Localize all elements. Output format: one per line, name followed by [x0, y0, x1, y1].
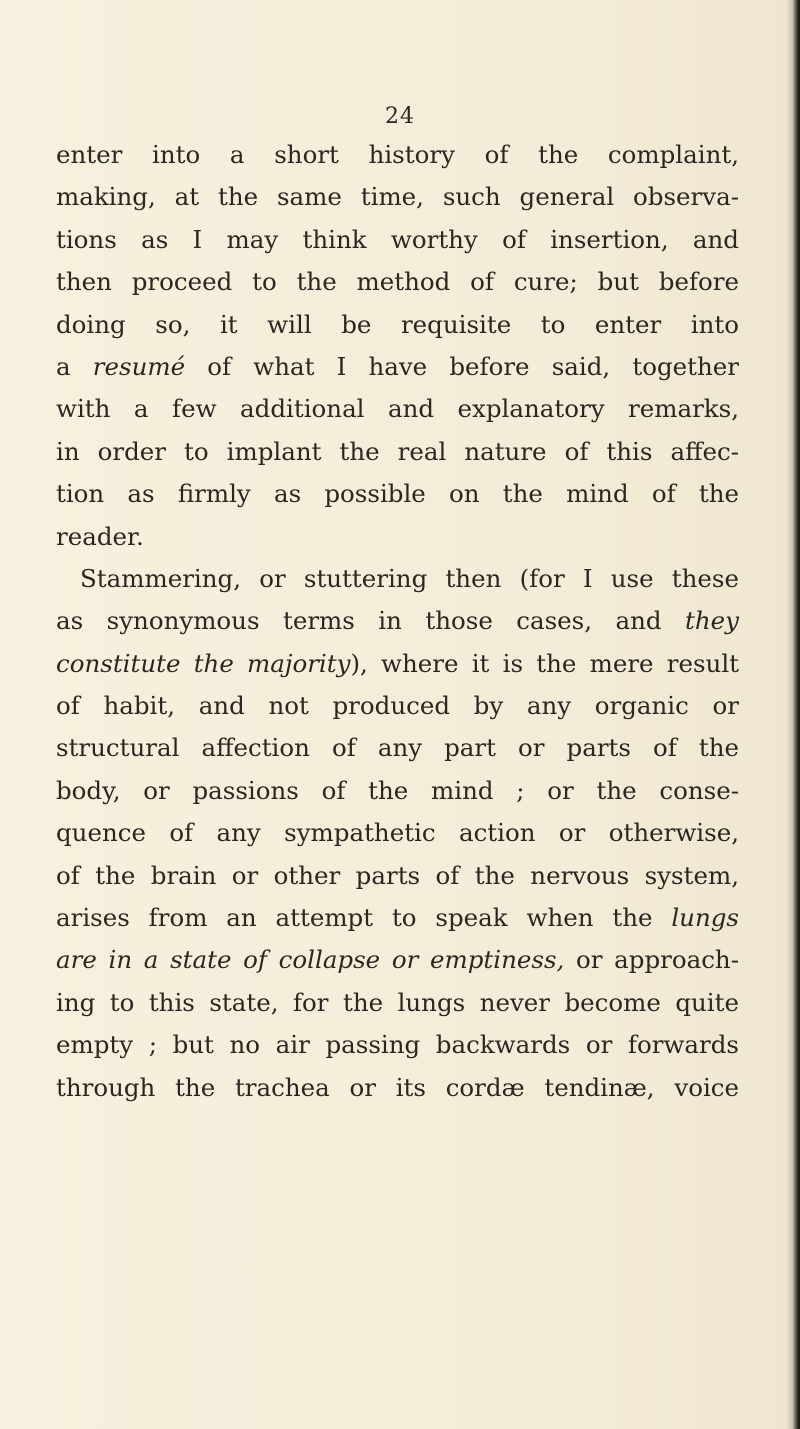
text-line: of habit, and not produced by any organic or	[56, 691, 739, 721]
text-line: through the trachea or its cordæ tendinæ, voice	[56, 1072, 739, 1102]
text-run: as synonymous terms in those cases, and	[56, 606, 686, 636]
text-line	[56, 643, 739, 685]
italic-run: are in a state of collapse or emptiness,	[56, 945, 565, 975]
text-line	[56, 939, 739, 981]
italic-run: they	[685, 606, 739, 636]
text-run: of what I have before said, together	[185, 351, 739, 381]
text-line	[56, 346, 739, 388]
text-line: structural affection of any part or parts of the	[56, 733, 739, 763]
text-run: ), where it is the mere result	[350, 648, 740, 678]
italic-run: lungs	[671, 903, 739, 933]
text-line: quence of any sympathetic action or otherwise,	[56, 818, 739, 848]
italic-run: constitute the majority	[56, 648, 351, 678]
italic-run: resumé	[92, 351, 186, 381]
text-line: empty ; but no air passing backwards or forwards	[56, 1030, 739, 1060]
page-edge-shadow	[786, 0, 800, 1429]
text-line: with a few additional and explanatory remarks,	[56, 394, 739, 424]
text-line: body, or passions of the mind ; or the conse-	[56, 775, 739, 805]
text-line: making, at the same time, such general observa-	[56, 182, 739, 212]
text-line	[56, 897, 739, 939]
page-number: 24	[385, 104, 415, 129]
text-line: enter into a short history of the complaint,	[56, 140, 739, 169]
body-text	[56, 134, 739, 1109]
text-line: Stammering, or stuttering then (for I use these	[80, 563, 739, 593]
text-line: tions as I may think worthy of insertion, and	[56, 224, 739, 254]
text-line: in order to implant the real nature of this affec-	[56, 436, 739, 466]
text-line: reader.	[56, 521, 144, 551]
text-line: doing so, it will be requisite to enter into	[56, 309, 739, 339]
text-run: or approach-	[564, 945, 739, 975]
text-run: arises from an attempt to speak when the	[56, 903, 672, 933]
text-line: then proceed to the method of cure; but before	[56, 267, 739, 297]
text-line: ing to this state, for the lungs never become quite	[56, 987, 739, 1017]
text-line: of the brain or other parts of the nervous system,	[56, 860, 739, 890]
text-line: tion as firmly as possible on the mind of the	[56, 479, 739, 509]
text-line	[56, 600, 739, 642]
text-run: a	[56, 351, 93, 381]
